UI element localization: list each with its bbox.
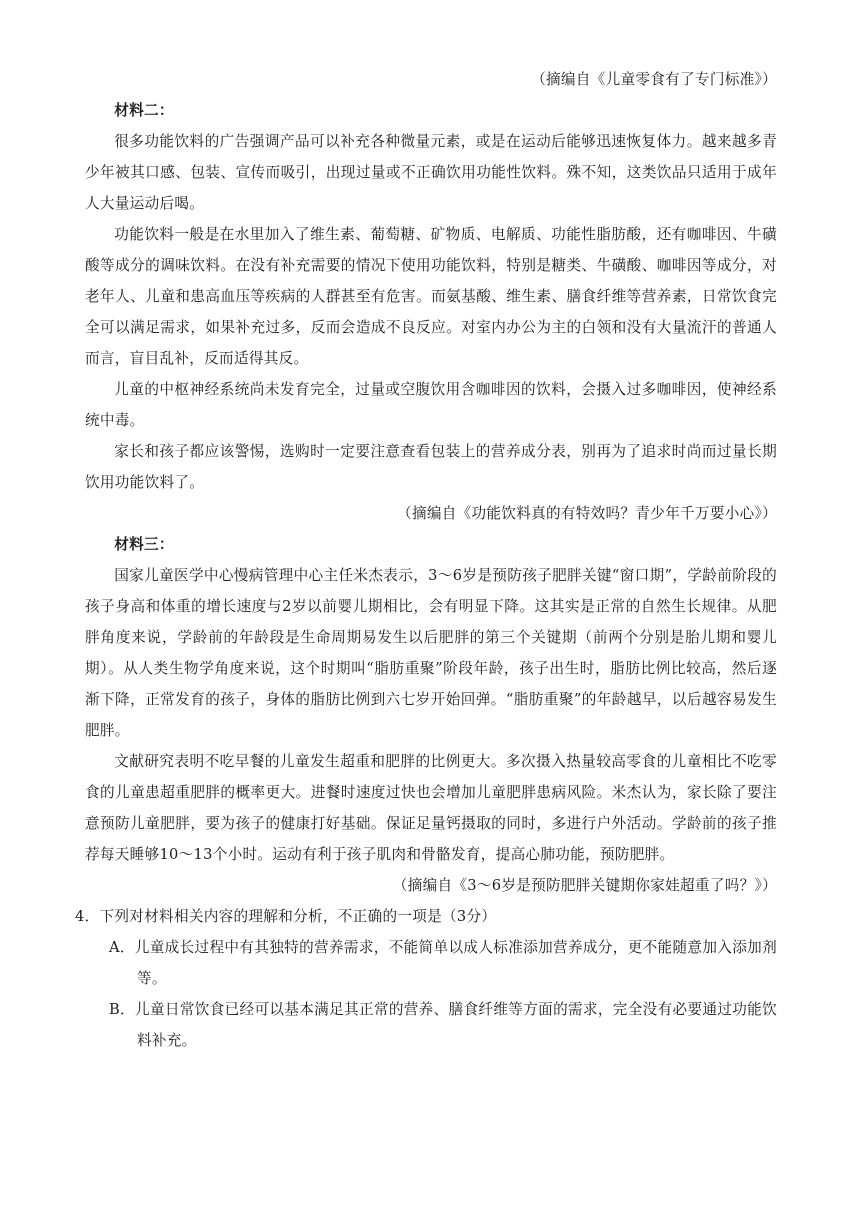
material-2-paragraph-3: 儿童的中枢神经系统尚未发育完全，过量或空腹饮用含咖啡因的饮料，会摄入过多咖啡因，使神经系统中毒。	[85, 381, 777, 429]
material-2-paragraph-1: 很多功能饮料的广告强调产品可以补充各种微量元素，或是在运动后能够迅速恢复体力。越来越多青少年被其口感、包装、宣传而吸引，出现过量或不正确饮用功能性饮料。殊不知，这类饮品只适用于成年人大量运动后喝。	[85, 133, 777, 212]
source-citation-1: （摘编自《儿童零食有了专门标准》）	[531, 71, 777, 88]
question-4-stem: 4．下列对材料相关内容的理解和分析，不正确的一项是（3分）	[75, 908, 497, 925]
question-4-option-b: B．儿童日常饮食已经可以基本满足其正常的营养、膳食纤维等方面的需求，完全没有必要通过功能饮料补充。	[109, 1001, 777, 1049]
material-2-paragraph-4: 家长和孩子都应该警惕，选购时一定要注意查看包装上的营养成分表，别再为了追求时尚而过量长期饮用功能饮料了。	[85, 443, 777, 491]
material-2-heading: 材料二：	[114, 102, 174, 119]
material-3-paragraph-2: 文献研究表明不吃早餐的儿童发生超重和肥胖的比例更大。多次摄入热量较高零食的儿童相比不吃零食的儿童患超重肥胖的概率更大。进餐时速度过快也会增加儿童肥胖患病风险。米杰认为，家长除了要注意预防儿童肥胖，要为孩子的健康打好基础。保证足量钙摄取的同时，多进行户外活动。学龄前的孩子推荐每天睡够10～13个小时。运动有利于孩子肌肉和骨骼发育，提高心肺功能，预防肥胖。	[85, 753, 777, 863]
question-4-option-a: A．儿童成长过程中有其独特的营养需求，不能简单以成人标准添加营养成分，更不能随意加入添加剂等。	[109, 939, 777, 987]
material-3-paragraph-1: 国家儿童医学中心慢病管理中心主任米杰表示，3～6岁是预防孩子肥胖关键“窗口期”，学龄前阶段的孩子身高和体重的增长速度与2岁以前婴儿期相比，会有明显下降。这其实是正常的自然生长规律。从肥胖角度来说，学龄前的年龄段是生命周期易发生以后肥胖的第三个关键期（前两个分别是胎儿期和婴儿期）。从人类生物学角度来说，这个时期叫“脂肪重聚”阶段年龄，孩子出生时，脂肪比例比较高，然后逐渐下降，正常发育的孩子，身体的脂肪比例到六七岁开始回弹。“脂肪重聚”的年龄越早，以后越容易发生肥胖。	[85, 567, 777, 739]
document-page	[75, 64, 777, 1056]
material-2-paragraph-2: 功能饮料一般是在水里加入了维生素、葡萄糖、矿物质、电解质、功能性脂肪酸，还有咖啡因、牛磺酸等成分的调味饮料。在没有补充需要的情况下使用功能饮料，特别是糖类、牛磺酸、咖啡因等成分，对老年人、儿童和患高血压等疾病的人群甚至有危害。而氨基酸、维生素、膳食纤维等营养素，日常饮食完全可以满足需求，如果补充过多，反而会造成不良反应。对室内办公为主的白领和没有大量流汗的普通人而言，盲目乱补，反而适得其反。	[85, 226, 777, 367]
source-citation-2: （摘编自《功能饮料真的有特效吗？青少年千万要小心》）	[397, 505, 777, 522]
source-citation-3: （摘编自《3～6岁是预防肥胖关键期你家娃超重了吗？》）	[392, 877, 777, 894]
material-3-heading: 材料三：	[114, 536, 174, 553]
